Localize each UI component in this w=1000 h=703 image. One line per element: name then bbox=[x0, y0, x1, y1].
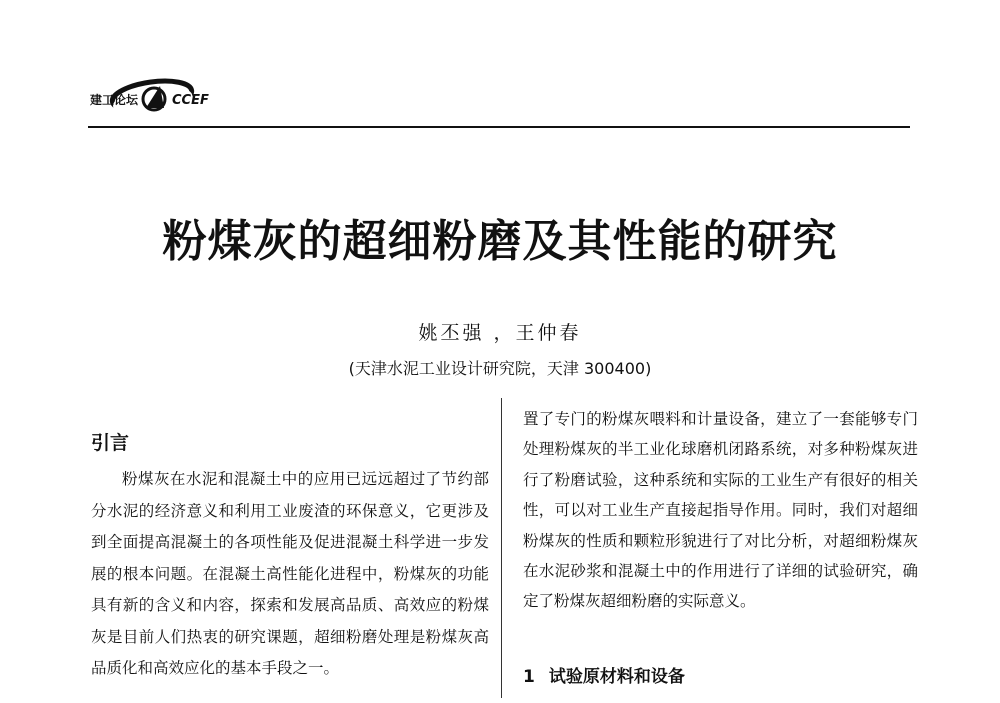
logo-brand: CCEF bbox=[172, 93, 209, 108]
paper-authors: 姚丕强 ，王仲春 bbox=[418, 322, 582, 344]
right-column-paragraph: 置了专门的粉煤灰喂料和计量设备，建立了一套能够专门处理粉煤灰的半工业化球磨机闭路系统，对多种粉煤灰进行了粉磨试验，这种系统和实际的工业生产有很好的相关性，可以对工业生产直接起指导作用。同时，我们对超细粉煤灰的性质和颗粒形貌进行了对比分析，对超细粉煤灰在水泥砂浆和混凝土中的作用进行了详细的试验研究，确定了粉煤灰超细粉磨的实际意义。 bbox=[523, 410, 918, 611]
logo-label: 建工论坛 bbox=[90, 93, 139, 107]
section-1-number: 1 bbox=[523, 667, 535, 687]
intro-paragraph: 粉煤灰在水泥和混凝土中的应用已远远超过了节约部分水泥的经济意义和利用工业废渣的环保意义，它更涉及到全面提高混凝土的各项性能及促进混凝土科学进一步发展的根本问题。在混凝土高性能化进程中，粉煤灰的功能具有新的含义和内容，探索和发展高品质、高效应的粉煤灰是目前人们热衷的研究课题，超细粉磨处理是粉煤灰高品质化和高效应化的基本手段之一。 bbox=[91, 470, 489, 677]
paper-affiliation: (天津水泥工业设计研究院，天津 300400) bbox=[348, 359, 652, 378]
column-divider bbox=[501, 398, 502, 698]
paper-title: 粉煤灰的超细粉磨及其性能的研究 bbox=[162, 216, 838, 267]
section-1-title: 试验原材料和设备 bbox=[548, 667, 685, 687]
intro-heading: 引言 bbox=[91, 432, 130, 454]
journal-logo bbox=[88, 74, 228, 124]
header-rule bbox=[88, 126, 910, 128]
section-1-heading bbox=[523, 662, 685, 687]
